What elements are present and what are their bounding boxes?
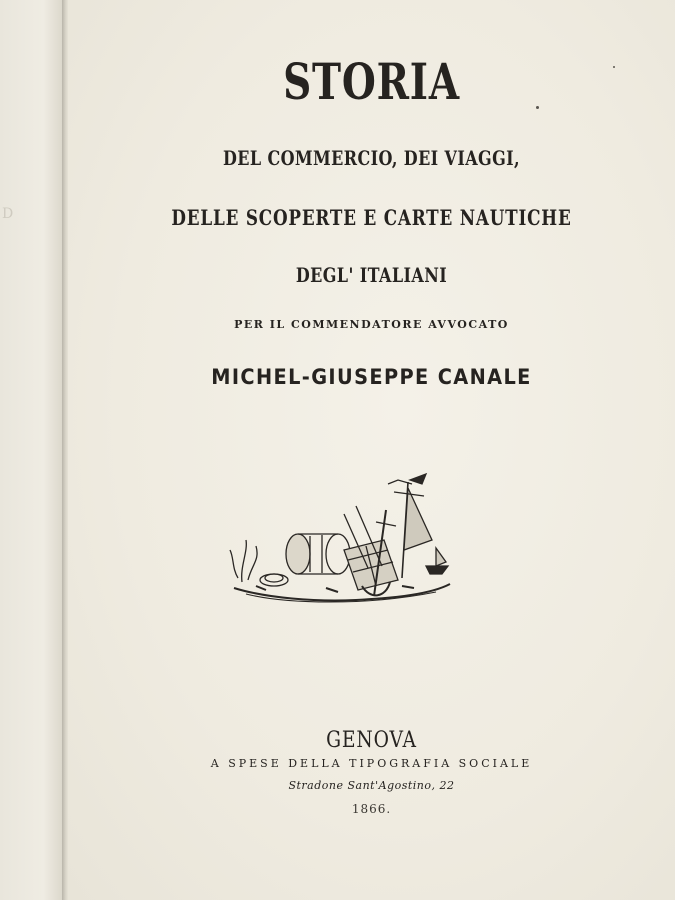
subtitle-line-2: DELLE SCOPERTE E CARTE NAUTICHE [171,205,572,230]
book-title: STORIA [283,52,460,111]
ship-cargo-engraving-icon [226,470,458,620]
byline: PER IL COMMENDATORE AVVOCATO [234,318,509,331]
ink-speck [613,66,615,68]
author-name: MICHEL-GIUSEPPE CANALE [211,365,532,389]
imprint-city: GENOVA [326,728,417,753]
imprint-publisher: A SPESE DELLA TIPOGRAFIA SOCIALE [210,757,533,770]
subtitle-line-3: DEGL' ITALIANI [295,263,448,287]
imprint-address: Stradone Sant'Agostino, 22 [288,779,455,792]
left-page [0,0,62,900]
title-page [68,0,675,900]
imprint-year: 1866. [351,802,392,816]
subtitle-line-1: DEL COMMERCIO, DEI VIAGGI, [222,146,521,170]
ink-speck [536,106,539,109]
bleed-through-mark: D [2,206,14,222]
